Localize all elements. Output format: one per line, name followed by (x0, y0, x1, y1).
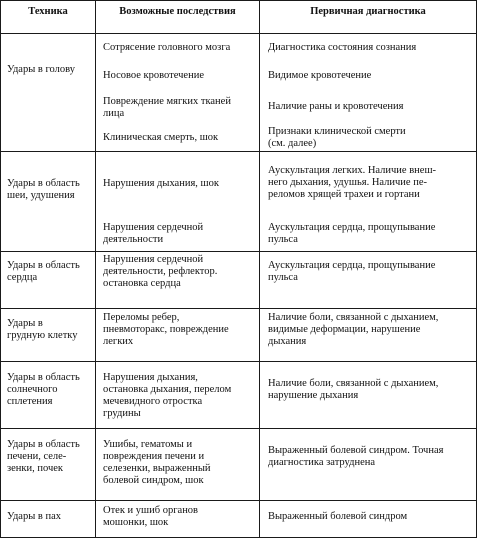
consequence-item: Клиническая смерть, шок (103, 132, 219, 143)
diagnostics-item: Диагностика состояния сознания (268, 42, 417, 53)
table-row (1, 362, 477, 429)
table-row (1, 309, 477, 362)
consequence-item: Ушибы, гематомы и повреждения печени и селезенки, выраженный болевой синдром, шок (103, 439, 211, 486)
table-row (1, 34, 477, 152)
diagnostics-item: Аускультация сердца, прощупывание пульса (268, 222, 436, 245)
header-row (1, 1, 477, 34)
diagnostics-item: Наличие раны и кровотечения (268, 101, 404, 112)
consequence-item: Нарушения дыхания, шок (103, 178, 219, 189)
diagnostics-item: Выраженный болевой синдром (268, 511, 408, 522)
technique-cell: Удары в пах (7, 511, 62, 522)
technique-cell: Удары в область солнечного сплетения (7, 372, 80, 407)
technique-cell: Удары в область сердца (7, 260, 80, 283)
diagnostics-item: Аускультация сердца, прощупывание пульса (268, 260, 436, 283)
table-row (1, 429, 477, 501)
consequence-item: Повреждение мягких тканей лица (103, 96, 231, 119)
diagnostics-item: Наличие боли, связанной с дыханием, видимые деформации, нарушение дыхания (268, 312, 439, 347)
consequence-item: Переломы ребер, пневмоторакс, повреждение легких (103, 312, 229, 347)
technique-cell: Удары в область печени, селе- зенки, почек (7, 439, 80, 474)
consequence-item: Нарушения сердечной деятельности (103, 222, 204, 245)
technique-cell: Удары в область шеи, удушения (7, 178, 80, 201)
consequence-item: Носовое кровотечение (103, 70, 204, 81)
technique-cell: Удары в голову (7, 64, 75, 75)
diagnostics-item: Выраженный болевой синдром. Точная диагностика затруднена (268, 445, 444, 468)
header-technique: Техника (1, 1, 96, 34)
consequence-item: Нарушения дыхания, остановка дыхания, перелом мечевидного отростка грудины (103, 372, 232, 419)
consequence-item: Отек и ушиб органов мошонки, шок (103, 505, 199, 528)
header-consequences: Возможные последствия (96, 1, 260, 34)
consequence-item: Нарушения сердечной деятельности, рефлектор. остановка сердца (103, 254, 218, 289)
diagnostics-item: Видимое кровотечение (268, 70, 372, 81)
diagnostics-item: Признаки клинической смерти (см. далее) (268, 126, 406, 149)
consequence-item: Сотрясение головного мозга (103, 42, 231, 53)
table-row (1, 501, 477, 538)
diagnostics-item: Аускультация легких. Наличие внеш- него дыхания, удушья. Наличие пе- реломов хрящей трахеи и гортани (268, 165, 437, 200)
table-row (1, 152, 477, 252)
header-diagnostics: Первичная диагностика (260, 1, 477, 34)
diagnostics-item: Наличие боли, связанной с дыханием, нарушение дыхания (268, 378, 439, 401)
table-row (1, 252, 477, 309)
technique-cell: Удары в грудную клетку (7, 318, 78, 341)
